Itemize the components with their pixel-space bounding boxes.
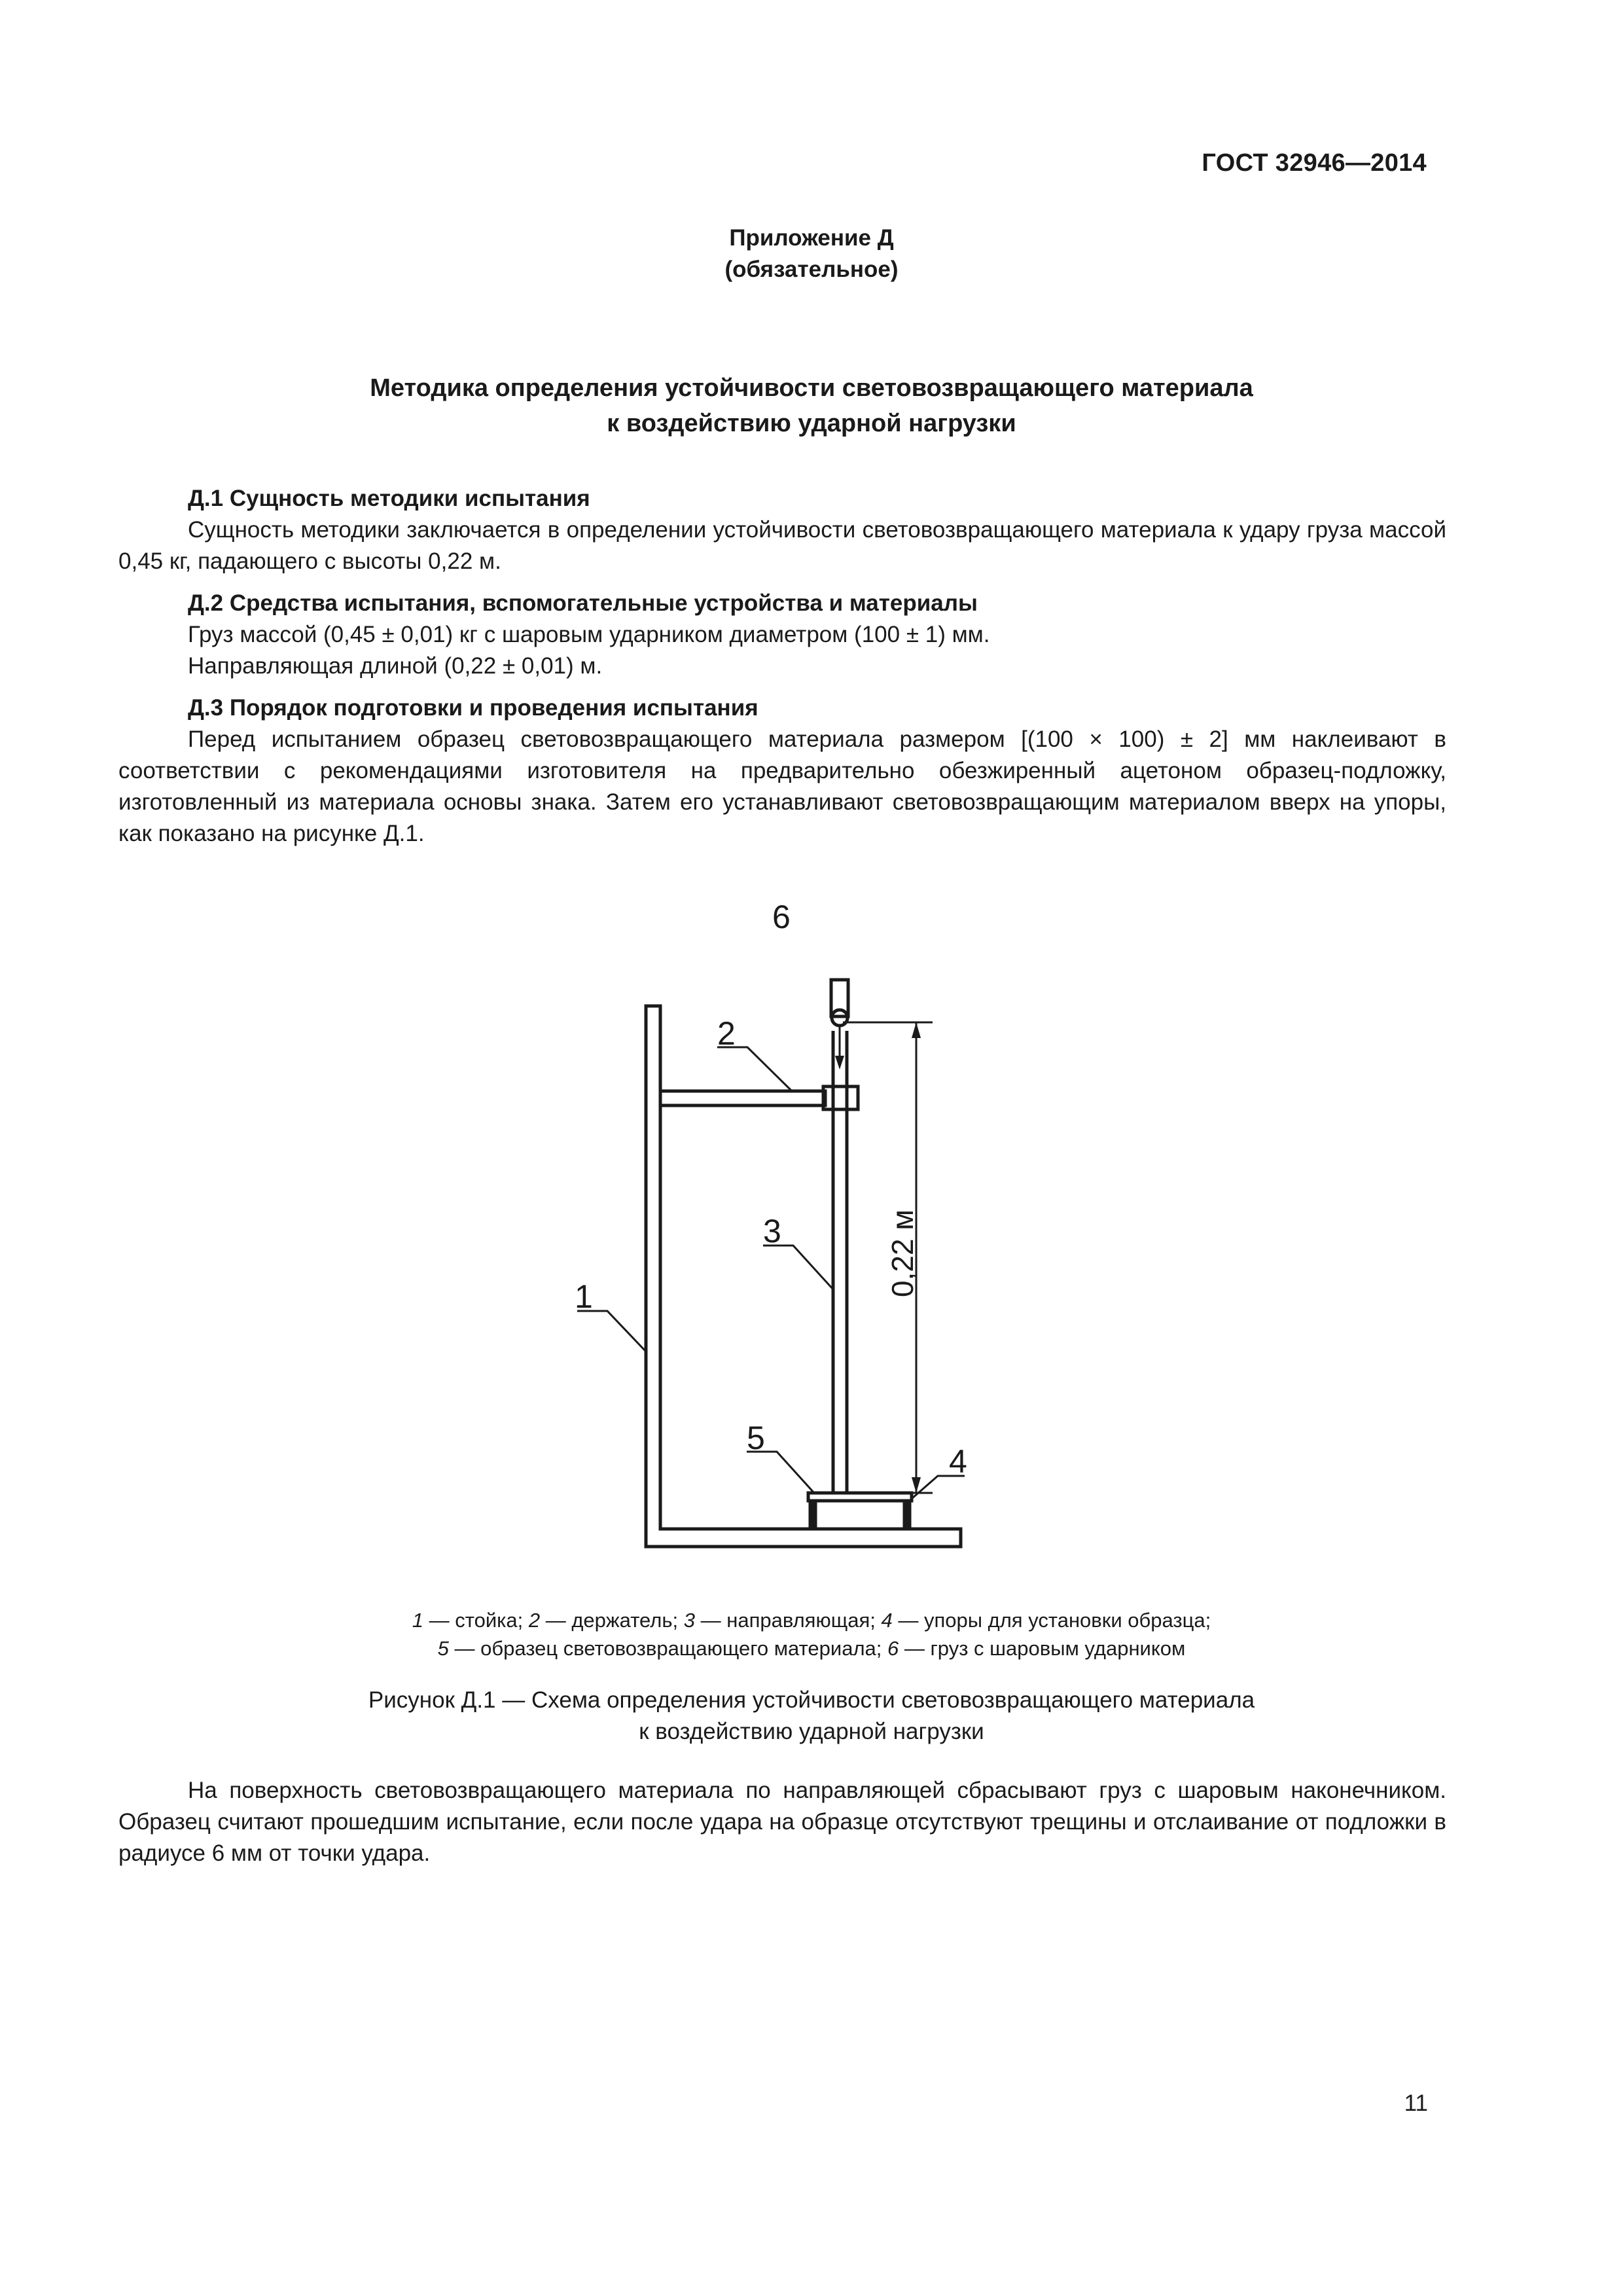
legend-text-4: — упоры для установки образца; bbox=[892, 1609, 1211, 1632]
section-d3-text: Перед испытанием образец световозвращающего материала размером [(100 × 100) ± 2] мм наклеивают в соответствии с рекомендациями изготовителя на предварительно обезжиренный ацетоном образец-подложку, изготовленный из материала основы знака. Затем его устанавливают световозвращающим материалом вверх на упоры, как показано на рисунке Д.1. bbox=[118, 726, 1446, 846]
dim-arrow-bottom bbox=[912, 1477, 921, 1493]
legend-line-1 bbox=[0, 1606, 1623, 1634]
callout-6: 6 bbox=[772, 899, 791, 935]
legend-num-3: 3 bbox=[683, 1609, 695, 1632]
legend-text-2: — держатель; bbox=[540, 1609, 684, 1632]
legend-text-6: — груз с шаровым ударником bbox=[899, 1637, 1186, 1660]
section-d2-line-1: Груз массой (0,45 ± 0,01) кг с шаровым ударником диаметром (100 ± 1) мм. bbox=[188, 622, 990, 647]
section-d3-heading: Д.3 Порядок подготовки и проведения испытания bbox=[188, 695, 758, 721]
figure-legend bbox=[0, 1606, 1623, 1662]
legend-num-4: 4 bbox=[881, 1609, 893, 1632]
callout-1: 1 bbox=[575, 1278, 593, 1315]
legend-text-5: — образец световозвращающего материала; bbox=[448, 1637, 888, 1660]
leader-1 bbox=[577, 1311, 646, 1352]
legend-num-2: 2 bbox=[528, 1609, 541, 1632]
legend-num-5: 5 bbox=[437, 1637, 449, 1660]
final-paragraph: На поверхность световозвращающего материала по направляющей сбрасывают груз с шаровым наконечником. Образец считают прошедшим испытание, если после удара на образце отсутствуют трещины и отслаивание от подложки в радиусе 6 мм от точки удара. bbox=[118, 1778, 1446, 1866]
dim-arrow-top bbox=[912, 1022, 921, 1038]
section-d1-heading: Д.1 Сущность методики испытания bbox=[188, 486, 590, 511]
section-d2-line-2: Направляющая длиной (0,22 ± 0,01) м. bbox=[188, 653, 603, 679]
holder-arm bbox=[660, 1091, 825, 1105]
figure-caption bbox=[0, 1685, 1623, 1748]
document-code: ГОСТ 32946—2014 bbox=[1202, 149, 1427, 177]
final-paragraph-block bbox=[118, 1775, 1446, 1869]
fall-arrow-head bbox=[835, 1056, 844, 1069]
leader-5 bbox=[747, 1452, 814, 1493]
section-d1-text: Сущность методики заключается в определении устойчивости световозвращающего материала к удару груза массой 0,45 кг, падающего с высоты 0,22 м. bbox=[118, 517, 1446, 574]
legend-num-1: 1 bbox=[412, 1609, 424, 1632]
leader-3 bbox=[763, 1246, 833, 1289]
page-number: 11 bbox=[1404, 2090, 1428, 2116]
callout-2: 2 bbox=[717, 1015, 736, 1052]
callout-4: 4 bbox=[949, 1443, 967, 1480]
appendix-status: (обязательное) bbox=[724, 257, 899, 282]
callout-5: 5 bbox=[747, 1420, 765, 1456]
holder-clamp bbox=[823, 1086, 858, 1109]
title-line-1: Методика определения устойчивости световозвращающего материала bbox=[370, 374, 1253, 402]
section-d2-heading: Д.2 Средства испытания, вспомогательные устройства и материалы bbox=[188, 590, 978, 616]
leader-2 bbox=[717, 1047, 792, 1091]
title-line-2: к воздействию ударной нагрузки bbox=[607, 410, 1016, 437]
legend-text-3: — направляющая; bbox=[694, 1609, 882, 1632]
caption-line-2: к воздействию ударной нагрузки bbox=[639, 1719, 984, 1744]
legend-text-1: — стойка; bbox=[423, 1609, 529, 1632]
appendix-title: Приложение Д bbox=[729, 225, 894, 251]
dim-label: 0,22 м bbox=[885, 1210, 919, 1297]
supports bbox=[810, 1501, 910, 1529]
legend-line-2 bbox=[0, 1634, 1623, 1662]
legend-num-6: 6 bbox=[887, 1637, 899, 1660]
callout-3: 3 bbox=[763, 1213, 781, 1249]
caption-line-1: Рисунок Д.1 — Схема определения устойчивости световозвращающего материала bbox=[368, 1687, 1255, 1713]
